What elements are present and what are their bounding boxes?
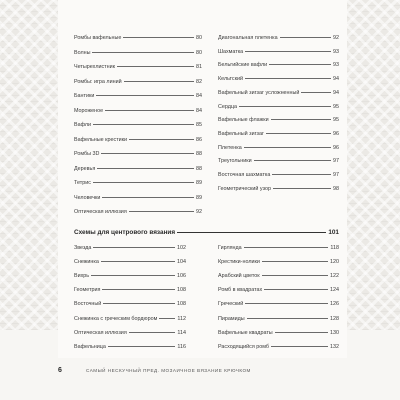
contents-entry[interactable] — [74, 179, 202, 187]
section-heading[interactable] — [74, 229, 339, 236]
entry-page: 93 — [333, 48, 339, 55]
contents-entry[interactable] — [218, 144, 339, 152]
entry-page: 98 — [333, 185, 339, 192]
contents-entry[interactable] — [74, 107, 202, 115]
entry-leader — [239, 106, 331, 107]
contents-entry[interactable] — [218, 157, 339, 165]
entry-page: 97 — [333, 172, 339, 178]
entry-title: Геометрический узор — [218, 185, 272, 192]
entry-page: 106 — [177, 273, 186, 280]
entry-title: Оптическая иллюзия — [74, 329, 127, 336]
contents-entry[interactable] — [74, 63, 202, 71]
entry-leader — [269, 64, 331, 65]
contents-entry[interactable] — [74, 315, 186, 323]
entry-leader — [244, 147, 331, 148]
entry-leader — [93, 182, 194, 183]
entry-page: 81 — [196, 64, 202, 70]
contents-column-bottom-right — [218, 244, 339, 354]
entry-leader — [244, 247, 329, 248]
entry-leader — [159, 318, 175, 319]
contents-entry[interactable] — [74, 121, 202, 129]
entry-page: 118 — [330, 245, 339, 251]
entry-page: 94 — [333, 76, 339, 83]
entry-title: Вафельный зигзаг — [218, 130, 264, 137]
entry-leader — [280, 37, 331, 38]
entry-title: Диагональная плетенка — [218, 35, 278, 41]
entry-page: 132 — [330, 343, 339, 350]
entry-leader — [301, 92, 331, 93]
entry-page: 108 — [177, 301, 186, 308]
contents-entry[interactable] — [218, 34, 339, 42]
contents-entry[interactable] — [74, 300, 186, 308]
entry-page: 120 — [330, 259, 339, 266]
page-number: 6 — [58, 367, 62, 374]
entry-page: 114 — [177, 329, 186, 336]
entry-leader — [123, 37, 194, 38]
entry-page: 93 — [333, 62, 339, 69]
page-footer — [58, 367, 358, 374]
contents-entry[interactable] — [74, 92, 202, 100]
entry-leader — [245, 303, 328, 304]
entry-page: 102 — [177, 245, 186, 251]
entry-title: Ромбы: игра линий — [74, 78, 122, 85]
entry-leader — [264, 289, 328, 290]
entry-title: Шахматка — [218, 48, 244, 55]
entry-page: 122 — [330, 273, 339, 280]
entry-page: 95 — [333, 103, 339, 110]
entry-title: Арабский цветок — [218, 273, 260, 280]
entry-leader — [92, 52, 194, 53]
entry-title: Вафельные флажки — [218, 117, 269, 124]
section-title: Схемы для центрового вязания — [74, 229, 176, 236]
entry-title: Оптическая иллюзия — [74, 209, 127, 215]
entry-title: Греческий — [218, 301, 244, 308]
entry-leader — [271, 346, 328, 347]
entry-page: 104 — [177, 259, 186, 266]
entry-page: 95 — [333, 117, 339, 124]
entry-leader — [93, 124, 194, 125]
entry-title: Гирлянда — [218, 245, 242, 251]
contents-column-bottom-left — [74, 244, 186, 354]
entry-leader — [101, 261, 175, 262]
entry-title: Кельтский — [218, 76, 243, 83]
entry-title: Пирамиды — [218, 315, 245, 322]
running-title: САМЫЙ НЕСКУЧНЫЙ ПРЕД. МОЗАИЧНОЕ ВЯЗАНИЕ КРЮЧКОМ — [86, 368, 251, 373]
contents-entry[interactable] — [218, 130, 339, 138]
entry-page: 97 — [333, 158, 339, 165]
entry-title: Ромбы 3D — [74, 151, 100, 157]
entry-leader — [124, 81, 194, 82]
entry-page: 126 — [330, 301, 339, 308]
contents-entry[interactable] — [74, 165, 202, 173]
entry-title: Тетрис — [74, 180, 91, 186]
contents-entry[interactable] — [218, 103, 339, 111]
entry-title: Восточный — [74, 301, 102, 308]
entry-page: 89 — [196, 180, 202, 186]
contents-entry[interactable] — [218, 272, 339, 280]
contents-entry[interactable] — [74, 272, 186, 280]
entry-leader — [129, 211, 194, 212]
entry-title: Геометрия — [74, 287, 101, 294]
contents-entry[interactable] — [218, 61, 339, 69]
entry-page: 124 — [330, 287, 339, 294]
entry-page: 89 — [196, 194, 202, 201]
entry-page: 92 — [333, 35, 339, 41]
entry-page: 82 — [196, 78, 202, 85]
entry-title: Вафельный зигзаг усложненный — [218, 89, 300, 96]
contents-entry[interactable] — [218, 89, 339, 97]
entry-page: 85 — [196, 122, 202, 128]
entry-leader — [93, 247, 175, 248]
contents-entry[interactable] — [74, 244, 186, 252]
entry-leader — [91, 275, 175, 276]
contents-entry[interactable] — [218, 171, 339, 179]
contents-column-top-left — [74, 34, 202, 226]
entry-title: Волны — [74, 49, 91, 56]
entry-leader — [254, 160, 331, 161]
entry-title: Вафельные крестики — [74, 136, 128, 143]
entry-leader — [275, 332, 328, 333]
entry-title: Мороженое — [74, 107, 104, 114]
contents-entry[interactable] — [218, 300, 339, 308]
entry-leader — [245, 51, 331, 52]
entry-title: Бельгийские вафли — [218, 62, 268, 69]
entry-page: 92 — [196, 209, 202, 215]
entry-page: 128 — [330, 315, 339, 322]
entry-page: 112 — [177, 315, 186, 322]
entry-title: Снежинка с греческим бордюром — [74, 315, 158, 322]
entry-page: 116 — [177, 343, 186, 350]
entry-title: Четырехлистник — [74, 64, 115, 70]
entry-leader — [108, 346, 176, 347]
contents-entry[interactable] — [74, 343, 186, 351]
contents-entry[interactable] — [74, 286, 186, 294]
entry-leader — [273, 188, 331, 189]
contents-entry[interactable] — [218, 75, 339, 83]
contents-entry[interactable] — [218, 315, 339, 323]
entry-page: 88 — [196, 165, 202, 172]
entry-leader — [271, 119, 331, 120]
entry-title: Ромб в квадратах — [218, 287, 263, 294]
entry-leader — [101, 153, 194, 154]
entry-leader — [266, 133, 331, 134]
entry-title: Снежинка — [74, 259, 99, 266]
contents-entry[interactable] — [74, 34, 202, 42]
entry-leader — [102, 197, 194, 198]
contents-entry[interactable] — [74, 329, 186, 337]
entry-leader — [117, 66, 194, 67]
entry-page: 80 — [196, 35, 202, 41]
entry-title: Расходящийся ромб — [218, 343, 269, 350]
contents-entry[interactable] — [74, 208, 202, 216]
entry-title: Треугольники — [218, 158, 252, 165]
entry-leader — [262, 275, 328, 276]
contents-entry[interactable] — [218, 258, 339, 266]
entry-page: 96 — [333, 144, 339, 151]
contents-column-top-right — [218, 34, 339, 192]
entry-page: 88 — [196, 151, 202, 157]
entry-title: Ромбы вафельные — [74, 35, 122, 41]
entry-leader — [97, 168, 194, 169]
entry-page: 96 — [333, 130, 339, 137]
entry-leader — [272, 174, 331, 175]
entry-page: 86 — [196, 136, 202, 143]
entry-leader — [105, 110, 194, 111]
contents-entry[interactable] — [218, 343, 339, 351]
contents-entry[interactable] — [74, 78, 202, 86]
contents-entry[interactable] — [74, 258, 186, 266]
entry-title: Восточная шахматка — [218, 172, 271, 178]
entry-title: Звезда — [74, 245, 92, 251]
section-page: 101 — [328, 229, 339, 236]
entry-title: Вафельница — [74, 343, 106, 350]
contents-entry[interactable] — [74, 150, 202, 158]
entry-title: Вафельные квадраты — [218, 329, 273, 336]
contents-entry[interactable] — [218, 48, 339, 56]
entry-title: Бантики — [74, 93, 95, 99]
entry-leader — [247, 318, 328, 319]
entry-title: Деревья — [74, 165, 96, 172]
entry-page: 80 — [196, 49, 202, 56]
entry-page: 84 — [196, 107, 202, 114]
entry-title: Вафли — [74, 122, 92, 128]
entry-page: 130 — [330, 329, 339, 336]
entry-leader — [129, 139, 194, 140]
entry-page: 84 — [196, 93, 202, 99]
entry-leader — [103, 303, 175, 304]
contents-entry[interactable] — [74, 136, 202, 144]
contents-entry[interactable] — [218, 329, 339, 337]
entry-title: Человечки — [74, 194, 101, 201]
entry-page: 108 — [177, 287, 186, 294]
entry-leader — [102, 289, 175, 290]
entry-leader — [245, 78, 331, 79]
entry-title: Плетенка — [218, 144, 242, 151]
contents-entry[interactable] — [74, 194, 202, 202]
contents-entry[interactable] — [218, 116, 339, 124]
entry-leader — [262, 261, 328, 262]
entry-leader — [129, 332, 176, 333]
contents-entry[interactable] — [218, 185, 339, 193]
contents-entry[interactable] — [218, 244, 339, 252]
contents-entry[interactable] — [74, 49, 202, 57]
entry-title: Сердца — [218, 103, 237, 110]
entry-leader — [96, 95, 194, 96]
entry-page: 94 — [333, 89, 339, 96]
section-leader — [177, 232, 326, 233]
entry-title: Вихрь — [74, 273, 90, 280]
contents-entry[interactable] — [218, 286, 339, 294]
entry-title: Крестики-нолики — [218, 259, 260, 266]
